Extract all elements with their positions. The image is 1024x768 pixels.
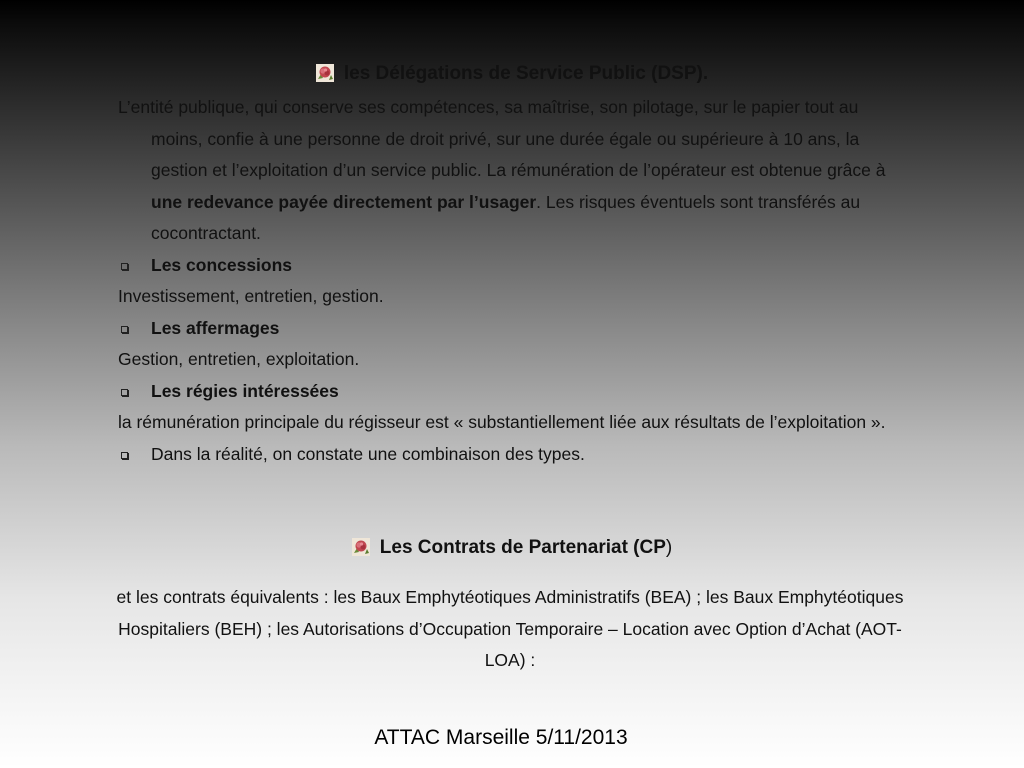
concessions-description: Investissement, entretien, gestion. (118, 286, 384, 306)
list-item-concessions (118, 250, 908, 282)
list-item-regies (118, 376, 908, 408)
square-bullet-icon (121, 263, 128, 270)
affermages-label: Les affermages (151, 317, 280, 338)
cp-heading (0, 537, 1024, 559)
list-item-conclusion (118, 439, 908, 471)
cp-body: et les contrats équivalents : les Baux Emphytéotiques Administratifs (BEA) ; les Baux Emphytéotiques Hospitaliers (BEH) ; les Autorisations d’Occupation Temporaire – Location avec Option d’Achat (AOT-LOA) : (116, 587, 904, 670)
cp-heading-text: Les Contrats de Partenariat (CP (379, 537, 666, 558)
square-bullet-icon (121, 452, 128, 459)
dsp-intro-bold: une redevance payée directement par l’usager (151, 191, 537, 212)
affermages-description: Gestion, entretien, exploitation. (118, 349, 360, 369)
flower-icon (352, 538, 370, 556)
concessions-label: Les concessions (151, 254, 293, 275)
dsp-intro-part1: L’entité publique, qui conserve ses compétences, sa maîtrise, son pilotage, sur le papier tout au moins, confie à une personne de droit privé, sur une durée égale ou supérieure à 10 ans, la gestion et l’exploitation d’un service public. La rémunération de l’opérateur est obtenue grâce à (118, 97, 886, 180)
dsp-body (118, 92, 908, 470)
square-bullet-icon (121, 326, 128, 333)
flower-icon (316, 64, 334, 82)
dsp-heading-text: les Délégations de Service Public (DSP). (343, 63, 709, 84)
dsp-heading (0, 63, 1024, 85)
conclusion-text: Dans la réalité, on constate une combinaison des types. (151, 443, 585, 464)
list-item-affermages (118, 313, 908, 345)
cp-heading-paren: ) (665, 537, 673, 558)
regies-description: la rémunération principale du régisseur est « substantiellement liée aux résultats de l’exploitation ». (118, 412, 886, 432)
regies-label: Les régies intéressées (151, 380, 339, 401)
square-bullet-icon (121, 389, 128, 396)
dsp-intro-part2: . Les risques éventuels sont transférés au cocontractant. (151, 191, 861, 243)
footer: ATTAC Marseille 5/11/2013 (374, 726, 628, 749)
dsp-intro-paragraph (118, 92, 908, 250)
